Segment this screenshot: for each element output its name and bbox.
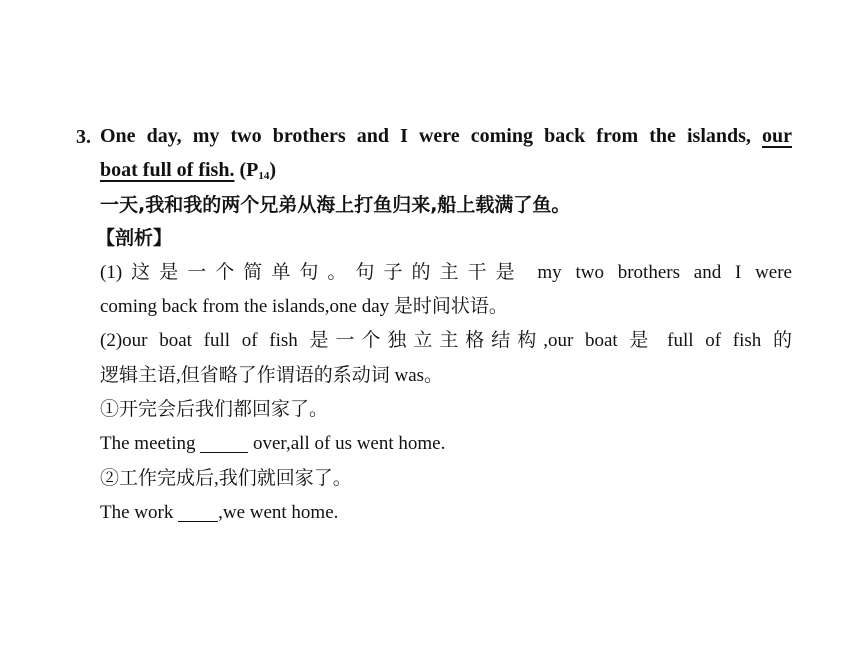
analysis-point1-line1: (1)这是一个简单句。句子的主干是 my two brothers and I were — [100, 262, 792, 283]
example-2-english: The work ,we went home. — [100, 502, 339, 523]
question-number: 3. — [76, 126, 91, 148]
fill-in-blank[interactable] — [200, 434, 248, 453]
question-underlined-phrase: boat full of fish. — [100, 159, 235, 181]
example-2-chinese: ②工作完成后,我们就回家了。 — [100, 468, 352, 489]
analysis-point1-line2: coming back from the islands,one day 是时间状语。 — [100, 296, 508, 317]
question-underlined-word: our — [762, 125, 792, 147]
example-1-english: The meeting over,all of us went home. — [100, 433, 446, 454]
question-translation: 一天,我和我的两个兄弟从海上打鱼归来,船上载满了鱼。 — [100, 194, 571, 216]
question-sentence-line1 — [100, 126, 792, 146]
example-1-chinese: ①开完会后我们都回家了。 — [100, 399, 329, 420]
page-reference: $(P_{14})$ — [239, 159, 277, 182]
analysis-point2-line2: 逻辑主语,但省略了作谓语的系动词 was。 — [100, 365, 444, 386]
analysis-heading: 【剖析】 — [96, 227, 173, 249]
question-sentence-line2 — [100, 160, 276, 182]
analysis-point2-line1: (2)our boat full of fish 是一个独立主格结构,our boat 是 full of fish 的 — [100, 330, 792, 351]
question-sentence-text: One day, my two brothers and I were coming back from the islands, — [100, 125, 762, 147]
fill-in-blank[interactable] — [178, 503, 218, 522]
